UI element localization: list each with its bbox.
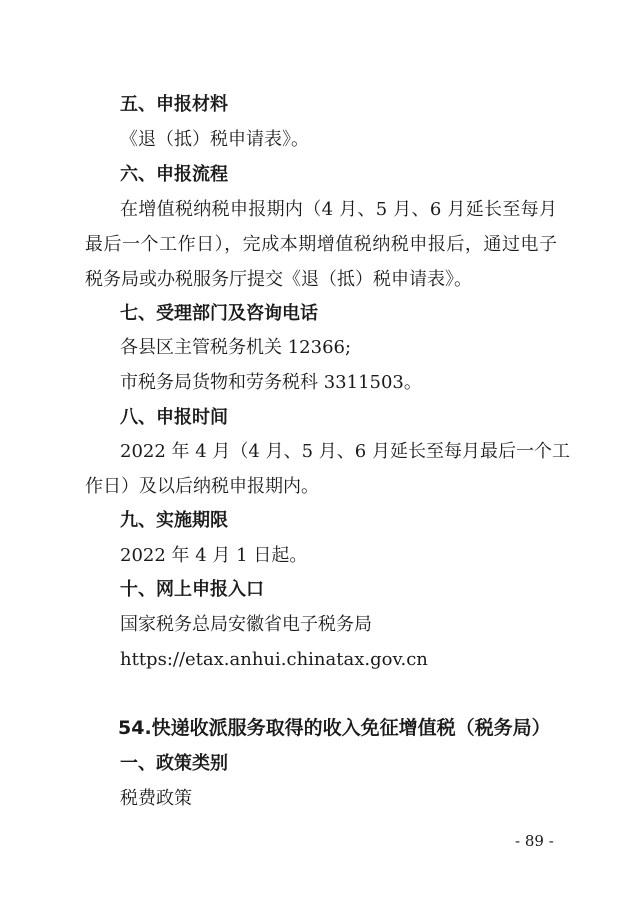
- item-54-title: 54.快递收派服务取得的收入免征增值税（税务局）: [118, 717, 551, 739]
- item-54-section-1-heading: 一、政策类别: [120, 753, 228, 774]
- section-6-heading: 六、申报流程: [120, 164, 228, 185]
- section-6-body-line: 在增值税纳税申报期内（4 月、5 月、6 月延长至每月: [120, 199, 557, 220]
- section-8-body-line: 2022 年 4 月（4 月、5 月、6 月延长至每月最后一个工: [120, 441, 570, 462]
- section-7-heading: 七、受理部门及咨询电话: [120, 303, 318, 324]
- section-5-body: 《退（抵）税申请表》。: [120, 129, 309, 150]
- section-9-body: 2022 年 4 月 1 日起。: [120, 545, 308, 566]
- page-number: - 89 -: [515, 832, 554, 850]
- section-8-heading: 八、申报时间: [120, 407, 228, 428]
- section-6-body-line: 税务局或办税服务厅提交《退（抵）税申请表》。: [85, 269, 472, 290]
- section-10-heading: 十、网上申报入口: [120, 579, 264, 600]
- item-54-section-1-body: 税费政策: [120, 788, 192, 809]
- section-8-body-line: 作日）及以后纳税申报期内。: [85, 476, 319, 497]
- section-10-body-line: 国家税务总局安徽省电子税务局: [120, 614, 372, 635]
- section-7-body-line: 市税务局货物和劳务税科 3311503。: [120, 372, 422, 393]
- section-7-body-line: 各县区主管税务机关 12366;: [120, 337, 352, 358]
- section-9-heading: 九、实施期限: [120, 510, 228, 531]
- section-6-body-line: 最后一个工作日），完成本期增值税纳税申报后，通过电子: [85, 234, 557, 255]
- etax-url: https://etax.anhui.chinatax.gov.cn: [120, 649, 428, 670]
- section-5-heading: 五、申报材料: [120, 94, 228, 115]
